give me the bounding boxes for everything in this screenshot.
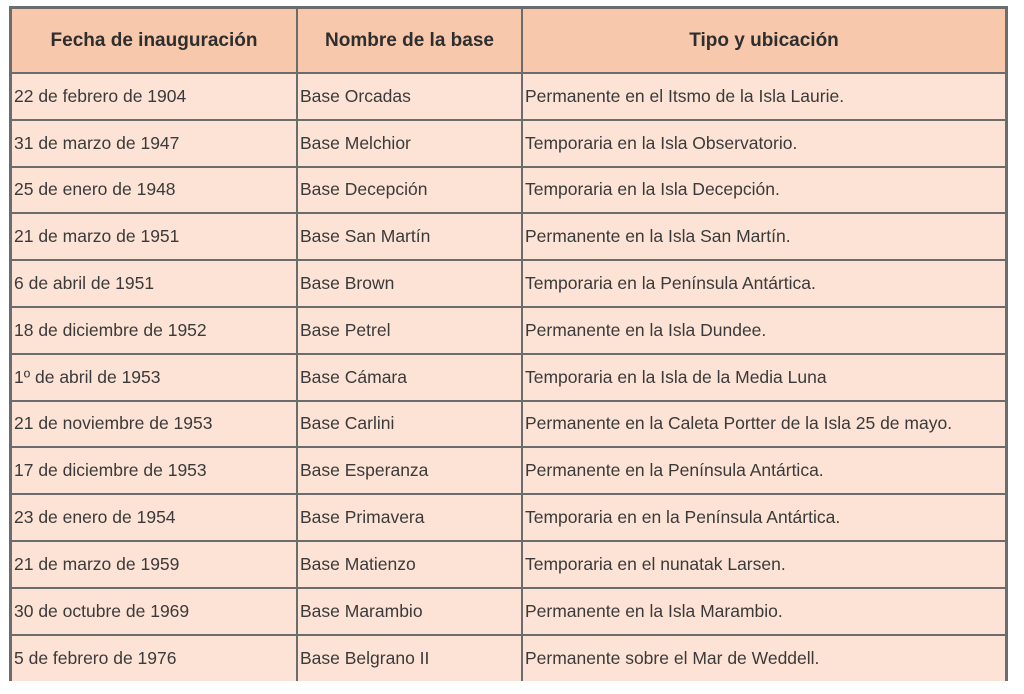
bases-table-frame bbox=[9, 6, 1008, 681]
table-row bbox=[12, 120, 1005, 167]
cell-nombre: Base Cámara bbox=[297, 354, 522, 401]
cell-tipo: Permanente en la Isla San Martín. bbox=[522, 213, 1005, 260]
table-row bbox=[12, 260, 1005, 307]
cell-fecha: 23 de enero de 1954 bbox=[12, 494, 297, 541]
cell-nombre: Base Brown bbox=[297, 260, 522, 307]
cell-nombre: Base Decepción bbox=[297, 167, 522, 214]
bases-table bbox=[12, 9, 1005, 681]
cell-nombre: Base Carlini bbox=[297, 401, 522, 448]
table-row bbox=[12, 588, 1005, 635]
cell-nombre: Base Marambio bbox=[297, 588, 522, 635]
cell-tipo: Temporaria en la Isla de la Media Luna bbox=[522, 354, 1005, 401]
cell-tipo: Temporaria en el nunatak Larsen. bbox=[522, 541, 1005, 588]
cell-fecha: 31 de marzo de 1947 bbox=[12, 120, 297, 167]
cell-tipo: Permanente sobre el Mar de Weddell. bbox=[522, 635, 1005, 682]
cell-tipo: Permanente en la Caleta Portter de la Isla 25 de mayo. bbox=[522, 401, 1005, 448]
table-row bbox=[12, 541, 1005, 588]
cell-tipo: Permanente en la Isla Dundee. bbox=[522, 307, 1005, 354]
table-row bbox=[12, 307, 1005, 354]
table-row bbox=[12, 494, 1005, 541]
cell-nombre: Base Orcadas bbox=[297, 73, 522, 120]
cell-tipo: Temporaria en en la Península Antártica. bbox=[522, 494, 1005, 541]
cell-nombre: Base Petrel bbox=[297, 307, 522, 354]
cell-tipo: Temporaria en la Isla Observatorio. bbox=[522, 120, 1005, 167]
cell-tipo: Temporaria en la Isla Decepción. bbox=[522, 167, 1005, 214]
cell-nombre: Base Esperanza bbox=[297, 447, 522, 494]
table-row bbox=[12, 354, 1005, 401]
cell-fecha: 21 de noviembre de 1953 bbox=[12, 401, 297, 448]
table-row bbox=[12, 447, 1005, 494]
table-row bbox=[12, 213, 1005, 260]
cell-nombre: Base Matienzo bbox=[297, 541, 522, 588]
cell-fecha: 22 de febrero de 1904 bbox=[12, 73, 297, 120]
cell-nombre: Base Belgrano II bbox=[297, 635, 522, 682]
cell-nombre: Base San Martín bbox=[297, 213, 522, 260]
cell-fecha: 5 de febrero de 1976 bbox=[12, 635, 297, 682]
table-row bbox=[12, 73, 1005, 120]
table-row bbox=[12, 635, 1005, 682]
table-header-row bbox=[12, 9, 1005, 73]
cell-nombre: Base Primavera bbox=[297, 494, 522, 541]
header-tipo: Tipo y ubicación bbox=[522, 9, 1005, 73]
cell-fecha: 17 de diciembre de 1953 bbox=[12, 447, 297, 494]
table-row bbox=[12, 401, 1005, 448]
cell-fecha: 25 de enero de 1948 bbox=[12, 167, 297, 214]
cell-tipo: Temporaria en la Península Antártica. bbox=[522, 260, 1005, 307]
cell-fecha: 18 de diciembre de 1952 bbox=[12, 307, 297, 354]
header-nombre: Nombre de la base bbox=[297, 9, 522, 73]
cell-tipo: Permanente en la Península Antártica. bbox=[522, 447, 1005, 494]
table-row bbox=[12, 167, 1005, 214]
cell-fecha: 6 de abril de 1951 bbox=[12, 260, 297, 307]
cell-fecha: 1º de abril de 1953 bbox=[12, 354, 297, 401]
header-fecha: Fecha de inauguración bbox=[12, 9, 297, 73]
cell-nombre: Base Melchior bbox=[297, 120, 522, 167]
cell-fecha: 30 de octubre de 1969 bbox=[12, 588, 297, 635]
cell-tipo: Permanente en la Isla Marambio. bbox=[522, 588, 1005, 635]
cell-fecha: 21 de marzo de 1951 bbox=[12, 213, 297, 260]
cell-tipo: Permanente en el Itsmo de la Isla Laurie. bbox=[522, 73, 1005, 120]
cell-fecha: 21 de marzo de 1959 bbox=[12, 541, 297, 588]
